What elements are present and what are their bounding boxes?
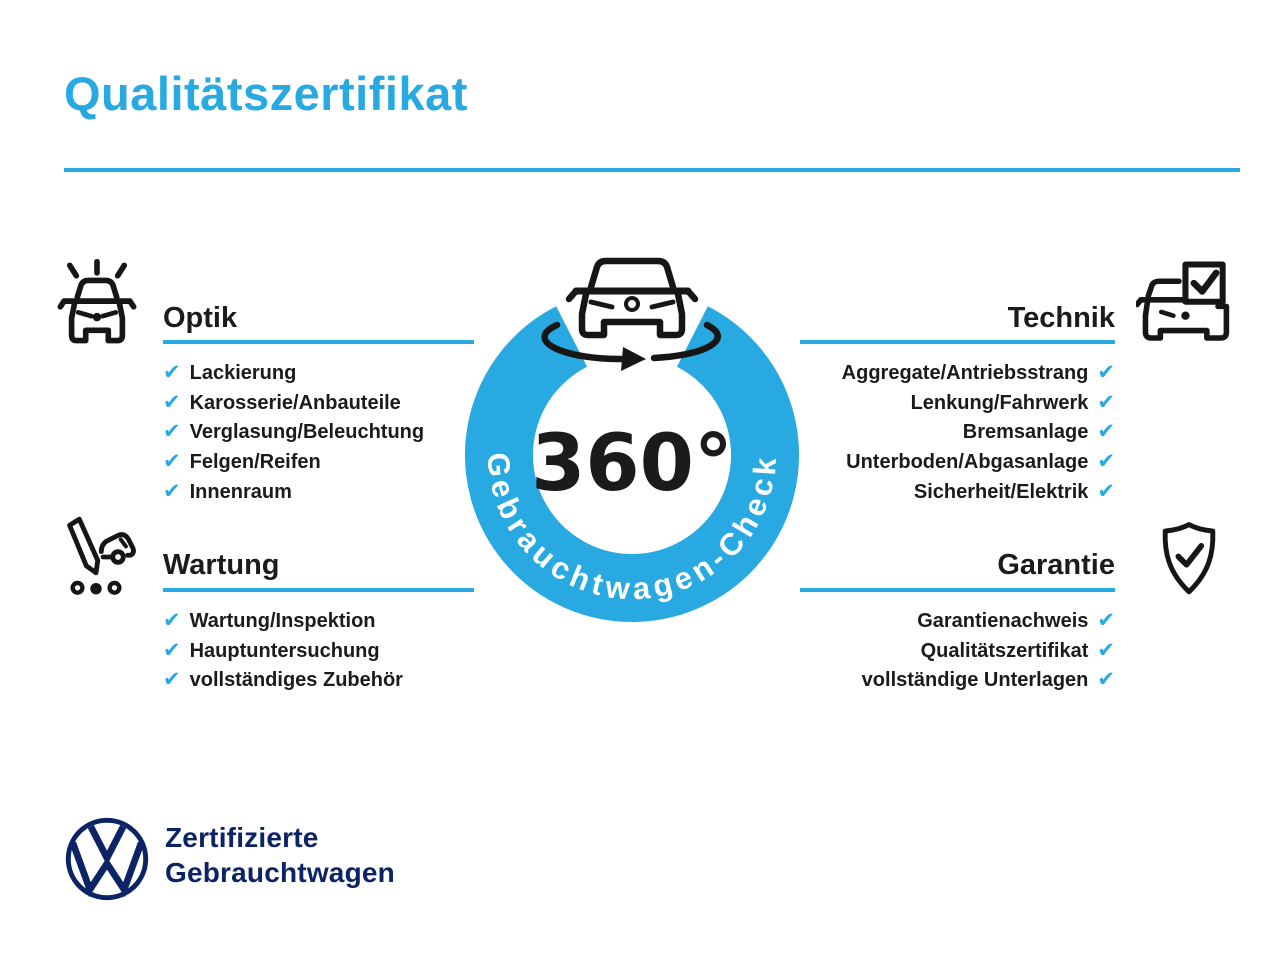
section-title-technik: Technik bbox=[1007, 302, 1115, 334]
checklist-item bbox=[795, 637, 1115, 667]
item-label: Sicherheit/Elektrik bbox=[913, 480, 1089, 503]
check-icon: ✔ bbox=[1097, 419, 1115, 444]
check-icon: ✔ bbox=[163, 389, 181, 414]
garantie-divider bbox=[800, 588, 1115, 592]
check-icon: ✔ bbox=[1097, 667, 1115, 692]
footer-line-2: Gebrauchtwagen bbox=[165, 857, 395, 888]
car-checkbox-icon bbox=[1136, 258, 1234, 351]
checklist-item bbox=[795, 389, 1115, 419]
section-title-optik: Optik bbox=[163, 302, 238, 334]
check-icon: ✔ bbox=[1097, 637, 1115, 662]
vw-logo bbox=[62, 814, 152, 904]
garantie-checklist bbox=[795, 607, 1115, 696]
wartung-divider bbox=[163, 588, 474, 592]
checklist-item bbox=[163, 637, 483, 667]
checklist-item bbox=[795, 477, 1115, 507]
footer-line-1: Zertifizierte bbox=[165, 822, 319, 853]
check-icon: ✔ bbox=[1097, 389, 1115, 414]
check-icon: ✔ bbox=[163, 360, 181, 385]
optik-divider bbox=[163, 340, 474, 344]
checklist-item bbox=[163, 477, 483, 507]
check-icon: ✔ bbox=[163, 637, 181, 662]
item-label: Verglasung/Beleuchtung bbox=[189, 421, 425, 444]
item-label: Lenkung/Fahrwerk bbox=[910, 391, 1089, 414]
checklist-item bbox=[163, 448, 483, 478]
checklist-item bbox=[795, 666, 1115, 696]
360-check-badge bbox=[440, 240, 824, 640]
technik-checklist bbox=[795, 359, 1115, 507]
section-title-wartung: Wartung bbox=[163, 549, 280, 581]
check-icon: ✔ bbox=[163, 667, 181, 692]
check-icon: ✔ bbox=[1097, 478, 1115, 503]
item-label: Bremsanlage bbox=[962, 421, 1089, 444]
checklist-item bbox=[163, 666, 483, 696]
rotation-arrowhead bbox=[621, 347, 646, 371]
checklist-item bbox=[795, 448, 1115, 478]
check-icon: ✔ bbox=[1097, 360, 1115, 385]
checklist-item bbox=[163, 418, 483, 448]
check-icon: ✔ bbox=[163, 478, 181, 503]
item-label: Qualitätszertifikat bbox=[920, 639, 1089, 662]
check-icon: ✔ bbox=[1097, 449, 1115, 474]
check-icon: ✔ bbox=[163, 449, 181, 474]
badge-degrees: 360° bbox=[531, 419, 733, 509]
item-label: Unterboden/Abgasanlage bbox=[846, 451, 1089, 474]
item-label: Hauptuntersuchung bbox=[189, 639, 380, 662]
check-icon: ✔ bbox=[163, 608, 181, 633]
wartung-checklist bbox=[163, 607, 483, 696]
pencil-car-icon bbox=[52, 513, 140, 601]
check-icon: ✔ bbox=[1097, 608, 1115, 633]
car-shine-icon bbox=[50, 256, 144, 350]
checklist-item bbox=[163, 607, 483, 637]
item-label: Karosserie/Anbauteile bbox=[189, 391, 401, 414]
section-title-garantie: Garantie bbox=[997, 549, 1115, 581]
item-label: Felgen/Reifen bbox=[189, 451, 321, 474]
page-title: Qualitätszertifikat bbox=[64, 67, 468, 120]
shield-check-icon bbox=[1148, 518, 1230, 600]
item-label: vollständiges Zubehör bbox=[189, 669, 403, 692]
checklist-item bbox=[795, 418, 1115, 448]
item-label: vollständige Unterlagen bbox=[861, 669, 1089, 692]
badge-ring-label: Gebrauchtwagen-Check bbox=[480, 451, 784, 607]
item-label: Innenraum bbox=[189, 480, 292, 503]
checklist-item bbox=[163, 359, 483, 389]
item-label: Lackierung bbox=[189, 362, 297, 385]
item-label: Wartung/Inspektion bbox=[189, 610, 376, 633]
check-icon: ✔ bbox=[163, 419, 181, 444]
footer-brand-text bbox=[165, 820, 395, 890]
item-label: Garantienachweis bbox=[917, 610, 1089, 633]
checklist-item bbox=[795, 359, 1115, 389]
optik-checklist bbox=[163, 359, 483, 507]
title-divider bbox=[64, 168, 1240, 172]
item-label: Aggregate/Antriebsstrang bbox=[841, 362, 1089, 385]
technik-divider bbox=[800, 340, 1115, 344]
checklist-item bbox=[795, 607, 1115, 637]
checklist-item bbox=[163, 389, 483, 419]
